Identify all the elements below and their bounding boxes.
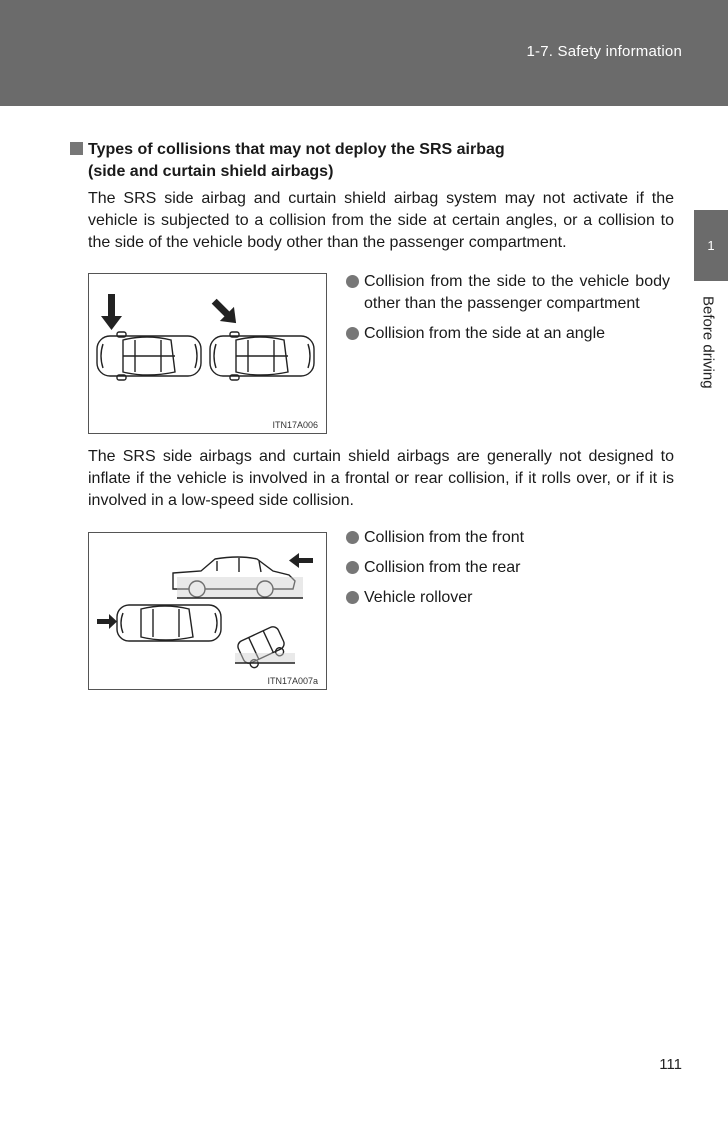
- section-title: 1-7. Safety information: [526, 43, 682, 60]
- page-header: [0, 0, 728, 106]
- frontal-rear-rollover-illustration: [89, 533, 326, 689]
- bullet-icon: [346, 531, 359, 544]
- angled-arrow-icon: [207, 294, 243, 330]
- chapter-number: 1: [707, 238, 715, 253]
- bullet-list-1: [346, 271, 670, 353]
- bullet-icon: [346, 327, 359, 340]
- rollover-car-icon: [236, 625, 289, 671]
- rear-arrow-icon: [97, 614, 117, 629]
- front-arrow-icon: [289, 553, 313, 568]
- heading-square-icon: [70, 142, 83, 155]
- list-item: Collision from the front: [346, 527, 670, 549]
- paragraph-1: The SRS side airbag and curtain shield airbag system may not activate if the vehicle is subjected to a collision from the side at certain angles, or a collision to the side of the vehicle body other than the passenger compartment.: [88, 190, 674, 251]
- bullet-icon: [346, 591, 359, 604]
- bullet-list-2: [346, 527, 670, 617]
- figure-code: ITN17A007a: [267, 676, 318, 686]
- car-top-view-icon: [210, 332, 314, 380]
- paragraph-2: The SRS side airbags and curtain shield airbags are generally not designed to inflate if the vehicle is involved in a frontal or rear collision, if it rolls over, or if it is involved in a low-speed side collision.: [88, 448, 674, 509]
- list-item: Collision from the side at an angle: [346, 323, 670, 345]
- list-item: Collision from the side to the vehicle body other than the passenger compartment: [346, 271, 670, 315]
- heading-line-2: (side and curtain shield airbags): [88, 163, 334, 180]
- side-collision-illustration: [89, 274, 326, 433]
- list-item: Collision from the rear: [346, 557, 670, 579]
- car-top-view-icon: [97, 332, 201, 380]
- page-number: 111: [659, 1056, 682, 1073]
- list-item: Vehicle rollover: [346, 587, 670, 609]
- chapter-tab: [694, 210, 728, 281]
- bullet-icon: [346, 561, 359, 574]
- chapter-label: [693, 296, 723, 406]
- chapter-title: Before driving: [699, 296, 717, 389]
- side-collision-figure: [88, 273, 327, 434]
- frontal-rear-rollover-figure: [88, 532, 327, 690]
- straight-arrow-icon: [101, 294, 122, 330]
- section-heading: [70, 139, 670, 183]
- bullet-icon: [346, 275, 359, 288]
- car-top-view-icon: [117, 605, 221, 641]
- figure-code: ITN17A006: [272, 420, 318, 430]
- heading-line-1: Types of collisions that may not deploy the SRS airbag: [88, 141, 505, 158]
